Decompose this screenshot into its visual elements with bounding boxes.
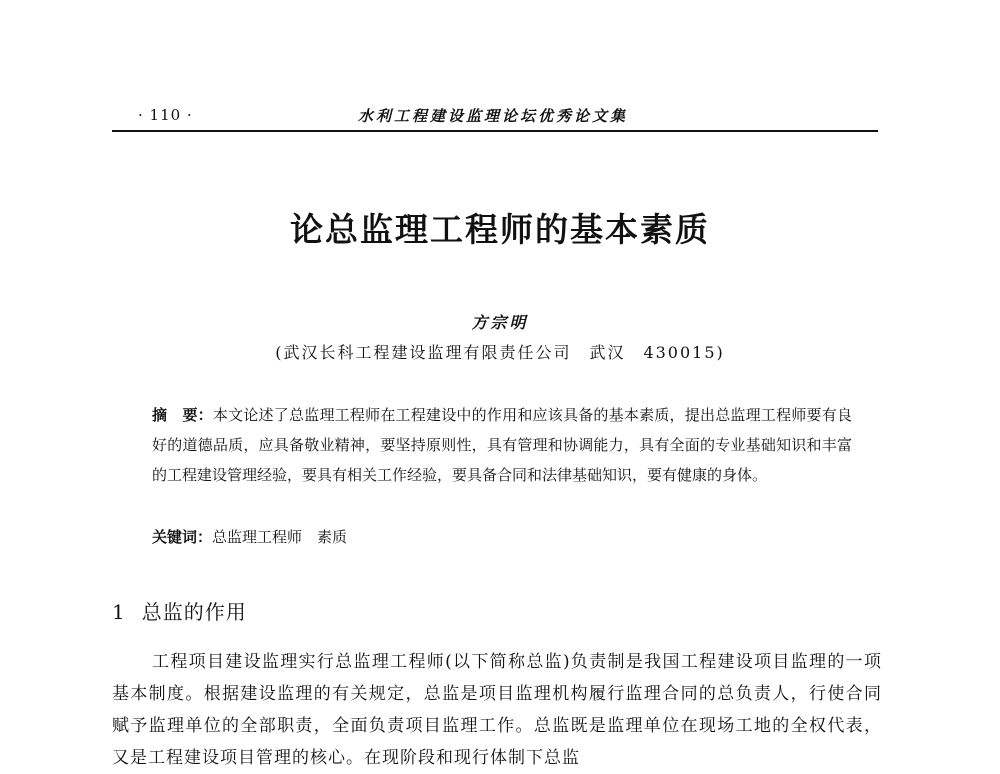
author-name: 方宗明 xyxy=(471,313,529,332)
author-affiliation: (武汉长科工程建设监理有限责任公司 武汉 430015) xyxy=(275,343,725,362)
body-paragraph: 工程项目建设监理实行总监理工程师(以下简称总监)负责制是我国工程建设项目监理的一项基本制度。根据建设监理的有关规定，总监是项目监理机构履行监理合同的总负责人，行使合同赋予监理单位的全部职责，全面负责项目监理工作。总监既是监理单位在现场工地的全权代表，又是工程建设项目管理的核心。在现阶段和现行体制下总监 xyxy=(112,652,882,768)
running-header xyxy=(112,104,876,130)
section-title: 总监的作用 xyxy=(141,600,247,624)
keywords-text: 总监理工程师 素质 xyxy=(212,528,348,546)
abstract-label: 摘 要： xyxy=(152,406,213,424)
page-number: · 110 · xyxy=(138,106,193,124)
header-rule xyxy=(112,130,878,132)
article-title: 论总监理工程师的基本素质 xyxy=(290,210,710,249)
abstract xyxy=(152,400,852,490)
keywords-label: 关键词： xyxy=(152,528,213,546)
section-number: 1 xyxy=(112,600,126,624)
section-heading xyxy=(112,596,247,625)
keywords xyxy=(152,522,852,552)
journal-title: 水利工程建设监理论坛优秀论文集 xyxy=(358,107,629,125)
abstract-text: 本文论述了总监理工程师在工程建设中的作用和应该具备的基本素质，提出总监理工程师要有良好的道德品质，应具备敬业精神，要坚持原则性，具有管理和协调能力，具有全面的专业基础知识和丰富的工程建设管理经验，要具有相关工作经验，要具备合同和法律基础知识，要有健康的身体。 xyxy=(152,406,852,484)
